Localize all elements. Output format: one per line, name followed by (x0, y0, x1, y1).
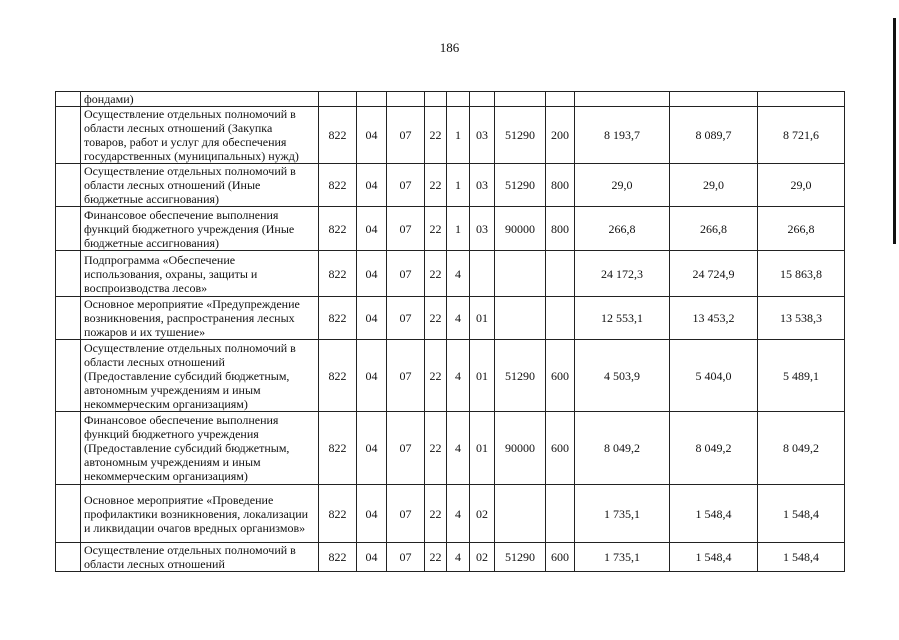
activity-code-cell: 01 (470, 412, 495, 485)
amount-year-3-cell: 266,8 (758, 207, 845, 251)
program-code-cell: 22 (425, 297, 447, 340)
section-code-cell: 04 (357, 207, 387, 251)
amount-year-2-cell: 8 049,2 (670, 412, 758, 485)
subprogram-code-cell: 1 (447, 207, 470, 251)
row-name-cell: Основное мероприятие «Проведение профилактики возникновения, локализации и ликвидации очагов вредных организмов» (81, 485, 319, 543)
subsection-code-cell: 07 (387, 164, 425, 207)
direction-code-cell (495, 92, 546, 107)
margin-bar (893, 18, 896, 244)
page-number: 186 (439, 40, 460, 55)
amount-year-3-cell: 29,0 (758, 164, 845, 207)
row-name-cell: Финансовое обеспечение выполнения функций бюджетного учреждения (Иные бюджетные ассигнования) (81, 207, 319, 251)
expense-type-code-cell: 600 (546, 412, 575, 485)
row-name-cell: Подпрограмма «Обеспечение использования, охраны, защиты и воспроизводства лесов» (81, 251, 319, 297)
row-name-cell: Осуществление отдельных полномочий в области лесных отношений (81, 543, 319, 572)
program-code-cell: 22 (425, 207, 447, 251)
expense-type-code-cell (546, 297, 575, 340)
amount-year-1-cell: 8 193,7 (575, 107, 670, 164)
row-margin-cell (56, 297, 81, 340)
amount-year-1-cell: 1 735,1 (575, 485, 670, 543)
section-code-cell: 04 (357, 543, 387, 572)
subsection-code-cell: 07 (387, 207, 425, 251)
program-code-cell: 22 (425, 107, 447, 164)
subprogram-code-cell: 1 (447, 164, 470, 207)
program-code-cell: 22 (425, 340, 447, 412)
amount-year-3-cell: 1 548,4 (758, 543, 845, 572)
section-code-cell (357, 92, 387, 107)
program-code-cell: 22 (425, 251, 447, 297)
section-code-cell: 04 (357, 340, 387, 412)
subprogram-code-cell: 4 (447, 543, 470, 572)
table-row (56, 251, 845, 297)
table-row (56, 485, 845, 543)
expense-type-code-cell (546, 92, 575, 107)
expense-type-code-cell: 600 (546, 340, 575, 412)
main-code-cell: 822 (319, 485, 357, 543)
activity-code-cell (470, 251, 495, 297)
amount-year-2-cell (670, 92, 758, 107)
table-row (56, 543, 845, 572)
row-name-cell: Осуществление отдельных полномочий в области лесных отношений (Закупка товаров, работ и услуг для обеспечения государственных (муниципальных) нужд) (81, 107, 319, 164)
row-margin-cell (56, 543, 81, 572)
row-name-cell: фондами) (81, 92, 319, 107)
subprogram-code-cell: 4 (447, 251, 470, 297)
direction-code-cell: 51290 (495, 107, 546, 164)
amount-year-1-cell: 4 503,9 (575, 340, 670, 412)
expense-type-code-cell (546, 251, 575, 297)
activity-code-cell: 02 (470, 543, 495, 572)
amount-year-3-cell: 8 049,2 (758, 412, 845, 485)
row-margin-cell (56, 207, 81, 251)
main-code-cell: 822 (319, 207, 357, 251)
row-margin-cell (56, 340, 81, 412)
activity-code-cell (470, 92, 495, 107)
main-code-cell: 822 (319, 164, 357, 207)
amount-year-3-cell: 13 538,3 (758, 297, 845, 340)
row-margin-cell (56, 164, 81, 207)
amount-year-3-cell: 5 489,1 (758, 340, 845, 412)
expense-type-code-cell: 200 (546, 107, 575, 164)
amount-year-3-cell: 1 548,4 (758, 485, 845, 543)
activity-code-cell: 01 (470, 297, 495, 340)
table-row (56, 107, 845, 164)
amount-year-2-cell: 1 548,4 (670, 485, 758, 543)
section-code-cell: 04 (357, 485, 387, 543)
subsection-code-cell: 07 (387, 340, 425, 412)
subprogram-code-cell: 4 (447, 412, 470, 485)
row-name-cell: Основное мероприятие «Предупреждение возникновения, распространения лесных пожаров и их тушение» (81, 297, 319, 340)
amount-year-3-cell (758, 92, 845, 107)
program-code-cell: 22 (425, 164, 447, 207)
subsection-code-cell: 07 (387, 107, 425, 164)
subprogram-code-cell: 4 (447, 485, 470, 543)
amount-year-2-cell: 1 548,4 (670, 543, 758, 572)
subsection-code-cell: 07 (387, 543, 425, 572)
section-code-cell: 04 (357, 251, 387, 297)
main-code-cell: 822 (319, 297, 357, 340)
main-code-cell (319, 92, 357, 107)
direction-code-cell: 51290 (495, 164, 546, 207)
main-code-cell: 822 (319, 340, 357, 412)
expense-type-code-cell (546, 485, 575, 543)
program-code-cell: 22 (425, 543, 447, 572)
row-margin-cell (56, 107, 81, 164)
amount-year-1-cell: 8 049,2 (575, 412, 670, 485)
section-code-cell: 04 (357, 412, 387, 485)
amount-year-1-cell: 29,0 (575, 164, 670, 207)
row-name-cell: Осуществление отдельных полномочий в области лесных отношений (Иные бюджетные ассигнования) (81, 164, 319, 207)
direction-code-cell: 90000 (495, 207, 546, 251)
program-code-cell (425, 92, 447, 107)
program-code-cell: 22 (425, 485, 447, 543)
budget-table (55, 91, 845, 572)
amount-year-2-cell: 266,8 (670, 207, 758, 251)
amount-year-3-cell: 15 863,8 (758, 251, 845, 297)
program-code-cell: 22 (425, 412, 447, 485)
row-name-cell: Финансовое обеспечение выполнения функций бюджетного учреждения (Предоставление субсидий бюджетным, автономным учреждениям и иным некоммерческим организациям) (81, 412, 319, 485)
row-margin-cell (56, 485, 81, 543)
subprogram-code-cell: 4 (447, 340, 470, 412)
subprogram-code-cell: 4 (447, 297, 470, 340)
amount-year-2-cell: 8 089,7 (670, 107, 758, 164)
direction-code-cell: 90000 (495, 412, 546, 485)
table-row (56, 92, 845, 107)
table-row (56, 164, 845, 207)
row-margin-cell (56, 412, 81, 485)
amount-year-2-cell: 24 724,9 (670, 251, 758, 297)
amount-year-3-cell: 8 721,6 (758, 107, 845, 164)
activity-code-cell: 02 (470, 485, 495, 543)
subsection-code-cell: 07 (387, 251, 425, 297)
activity-code-cell: 03 (470, 164, 495, 207)
activity-code-cell: 03 (470, 207, 495, 251)
table-row (56, 207, 845, 251)
section-code-cell: 04 (357, 297, 387, 340)
activity-code-cell: 03 (470, 107, 495, 164)
section-code-cell: 04 (357, 164, 387, 207)
subsection-code-cell: 07 (387, 485, 425, 543)
amount-year-1-cell: 266,8 (575, 207, 670, 251)
row-margin-cell (56, 251, 81, 297)
main-code-cell: 822 (319, 412, 357, 485)
amount-year-2-cell: 29,0 (670, 164, 758, 207)
amount-year-2-cell: 13 453,2 (670, 297, 758, 340)
table-row (56, 297, 845, 340)
expense-type-code-cell: 600 (546, 543, 575, 572)
direction-code-cell: 51290 (495, 340, 546, 412)
direction-code-cell (495, 297, 546, 340)
main-code-cell: 822 (319, 543, 357, 572)
section-code-cell: 04 (357, 107, 387, 164)
main-code-cell: 822 (319, 107, 357, 164)
row-margin-cell (56, 92, 81, 107)
activity-code-cell: 01 (470, 340, 495, 412)
subprogram-code-cell (447, 92, 470, 107)
subsection-code-cell (387, 92, 425, 107)
table-row (56, 412, 845, 485)
main-code-cell: 822 (319, 251, 357, 297)
subprogram-code-cell: 1 (447, 107, 470, 164)
direction-code-cell (495, 251, 546, 297)
amount-year-2-cell: 5 404,0 (670, 340, 758, 412)
amount-year-1-cell: 1 735,1 (575, 543, 670, 572)
direction-code-cell: 51290 (495, 543, 546, 572)
subsection-code-cell: 07 (387, 297, 425, 340)
expense-type-code-cell: 800 (546, 164, 575, 207)
amount-year-1-cell: 12 553,1 (575, 297, 670, 340)
table-row (56, 340, 845, 412)
row-name-cell: Осуществление отдельных полномочий в области лесных отношений (Предоставление субсидий бюджетным, автономным учреждениям и иным некоммерческим организациям) (81, 340, 319, 412)
subsection-code-cell: 07 (387, 412, 425, 485)
amount-year-1-cell: 24 172,3 (575, 251, 670, 297)
amount-year-1-cell (575, 92, 670, 107)
direction-code-cell (495, 485, 546, 543)
expense-type-code-cell: 800 (546, 207, 575, 251)
